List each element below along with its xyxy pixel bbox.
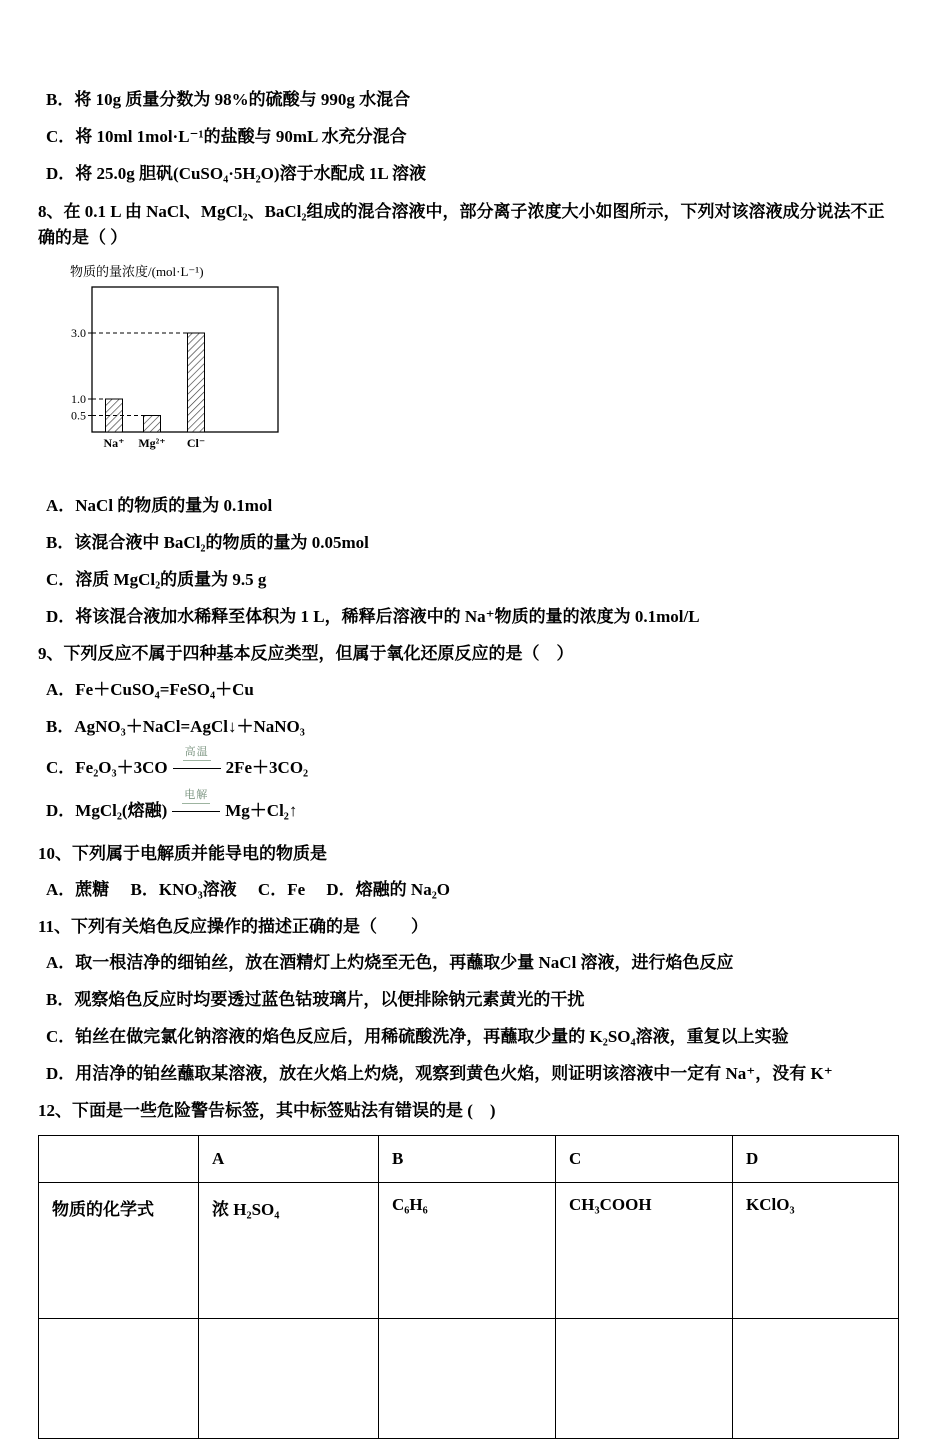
q9-stem: 9、下列反应不属于四种基本反应类型，但属于氧化还原反应的是（ ） xyxy=(38,644,574,663)
formula-cell-d: KClO₃ xyxy=(733,1183,899,1319)
prev-option-b: B．将 10g 质量分数为 98%的硫酸与 990g 水混合 xyxy=(46,90,411,109)
q11-option-a: A．取一根洁净的细铂丝，放在酒精灯上灼烧至无色，再蘸取少量 NaCl 溶液，进行焰色反应 xyxy=(46,953,734,972)
prev-option-c: C．将 10ml 1mol·L⁻¹的盐酸与 90mL 水充分混合 xyxy=(46,127,407,146)
row-label-cell: 物质的化学式 xyxy=(39,1183,199,1319)
formula-cell-a: 浓 H₂SO₄ xyxy=(199,1183,379,1319)
table-row-formula xyxy=(39,1183,899,1319)
prev-option-d: D．将 25.0g 胆矾(CuSO₄·5H₂O)溶于水配成 1L 溶液 xyxy=(46,164,426,183)
reaction-condition-label: 高温 xyxy=(183,746,211,761)
q10-stem: 10、下列属于电解质并能导电的物质是 xyxy=(38,844,327,863)
table-header-row xyxy=(39,1136,899,1183)
svg-text:3.0: 3.0 xyxy=(71,326,86,340)
svg-text:Na⁺: Na⁺ xyxy=(103,436,125,450)
q8-option-c: C．溶质 MgCl₂的质量为 9.5 g xyxy=(46,570,267,589)
reaction-condition-arrow xyxy=(169,789,223,816)
equation-right: 2Fe＋3CO₂ xyxy=(225,758,309,777)
q9-option-b: B．AgNO₃＋NaCl=AgCl↓＋NaNO₃ xyxy=(46,717,305,736)
table-row-clipped xyxy=(39,1319,899,1439)
clipped-cell xyxy=(733,1319,899,1439)
q8-option-b: B．该混合液中 BaCl₂的物质的量为 0.05mol xyxy=(46,533,369,552)
q11-option-d: D．用洁净的铂丝蘸取某溶液，放在火焰上灼烧，观察到黄色火焰，则证明该溶液中一定有 Na⁺，没有 K⁺ xyxy=(46,1064,833,1083)
q11-stem: 11、下列有关焰色反应操作的描述正确的是（ ） xyxy=(38,917,429,936)
header-cell-blank xyxy=(39,1136,199,1183)
svg-text:0.5: 0.5 xyxy=(71,408,86,423)
q9-option-a: A．Fe＋CuSO₄=FeSO₄＋Cu xyxy=(46,680,254,699)
q8-chart-svg xyxy=(52,282,300,468)
formula-cell-b: C₆H₆ xyxy=(379,1183,556,1319)
q8-stem: 8、在 0.1 L 由 NaCl、MgCl₂、BaCl₂组成的混合溶液中，部分离子浓度大小如图所示，下列对该溶液成分说法不正确的是（ ） xyxy=(38,202,885,247)
q10-options-line: A．蔗糖 B．KNO₃溶液 C．Fe D．熔融的 Na₂O xyxy=(46,880,451,899)
header-cell-c: C xyxy=(556,1136,733,1183)
svg-text:Cl⁻: Cl⁻ xyxy=(186,436,206,450)
q11-option-c: C．铂丝在做完氯化钠溶液的焰色反应后，用稀硫酸洗净，再蘸取少量的 K₂SO₄溶液，重复以上实验 xyxy=(46,1027,789,1046)
clipped-cell xyxy=(199,1319,379,1439)
q12-warning-label-table xyxy=(38,1135,899,1439)
reaction-condition-label: 电解 xyxy=(182,789,210,804)
q8-option-a: A．NaCl 的物质的量为 0.1mol xyxy=(46,496,273,515)
q9-option-d xyxy=(38,789,900,822)
equation-left: C．Fe₂O₃＋3CO xyxy=(46,758,168,777)
svg-text:1.0: 1.0 xyxy=(71,392,86,406)
equation-right: Mg＋Cl₂↑ xyxy=(225,801,298,820)
formula-cell-c: CH₃COOH xyxy=(556,1183,733,1319)
clipped-cell xyxy=(379,1319,556,1439)
q12-stem: 12、下面是一些危险警告标签，其中标签贴法有错误的是 ( ) xyxy=(38,1101,496,1120)
clipped-cell xyxy=(556,1319,733,1439)
header-cell-d: D xyxy=(733,1136,899,1183)
header-cell-a: A xyxy=(199,1136,379,1183)
q8-concentration-chart xyxy=(52,261,900,468)
q9-option-c xyxy=(38,746,900,779)
reaction-condition-arrow xyxy=(170,746,224,773)
svg-text:Mg²⁺: Mg²⁺ xyxy=(138,436,166,450)
chart-y-axis-label: 物质的量浓度/(mol·L⁻¹) xyxy=(70,264,204,279)
q8-option-d: D．将该混合液加水稀释至体积为 1 L，稀释后溶液中的 Na⁺物质的量的浓度为 0.1mol/L xyxy=(46,607,700,626)
clipped-cell xyxy=(39,1319,199,1439)
header-cell-b: B xyxy=(379,1136,556,1183)
q11-option-b: B．观察焰色反应时均要透过蓝色钴玻璃片，以便排除钠元素黄光的干扰 xyxy=(46,990,585,1009)
equation-left: D．MgCl₂(熔融) xyxy=(46,801,168,820)
